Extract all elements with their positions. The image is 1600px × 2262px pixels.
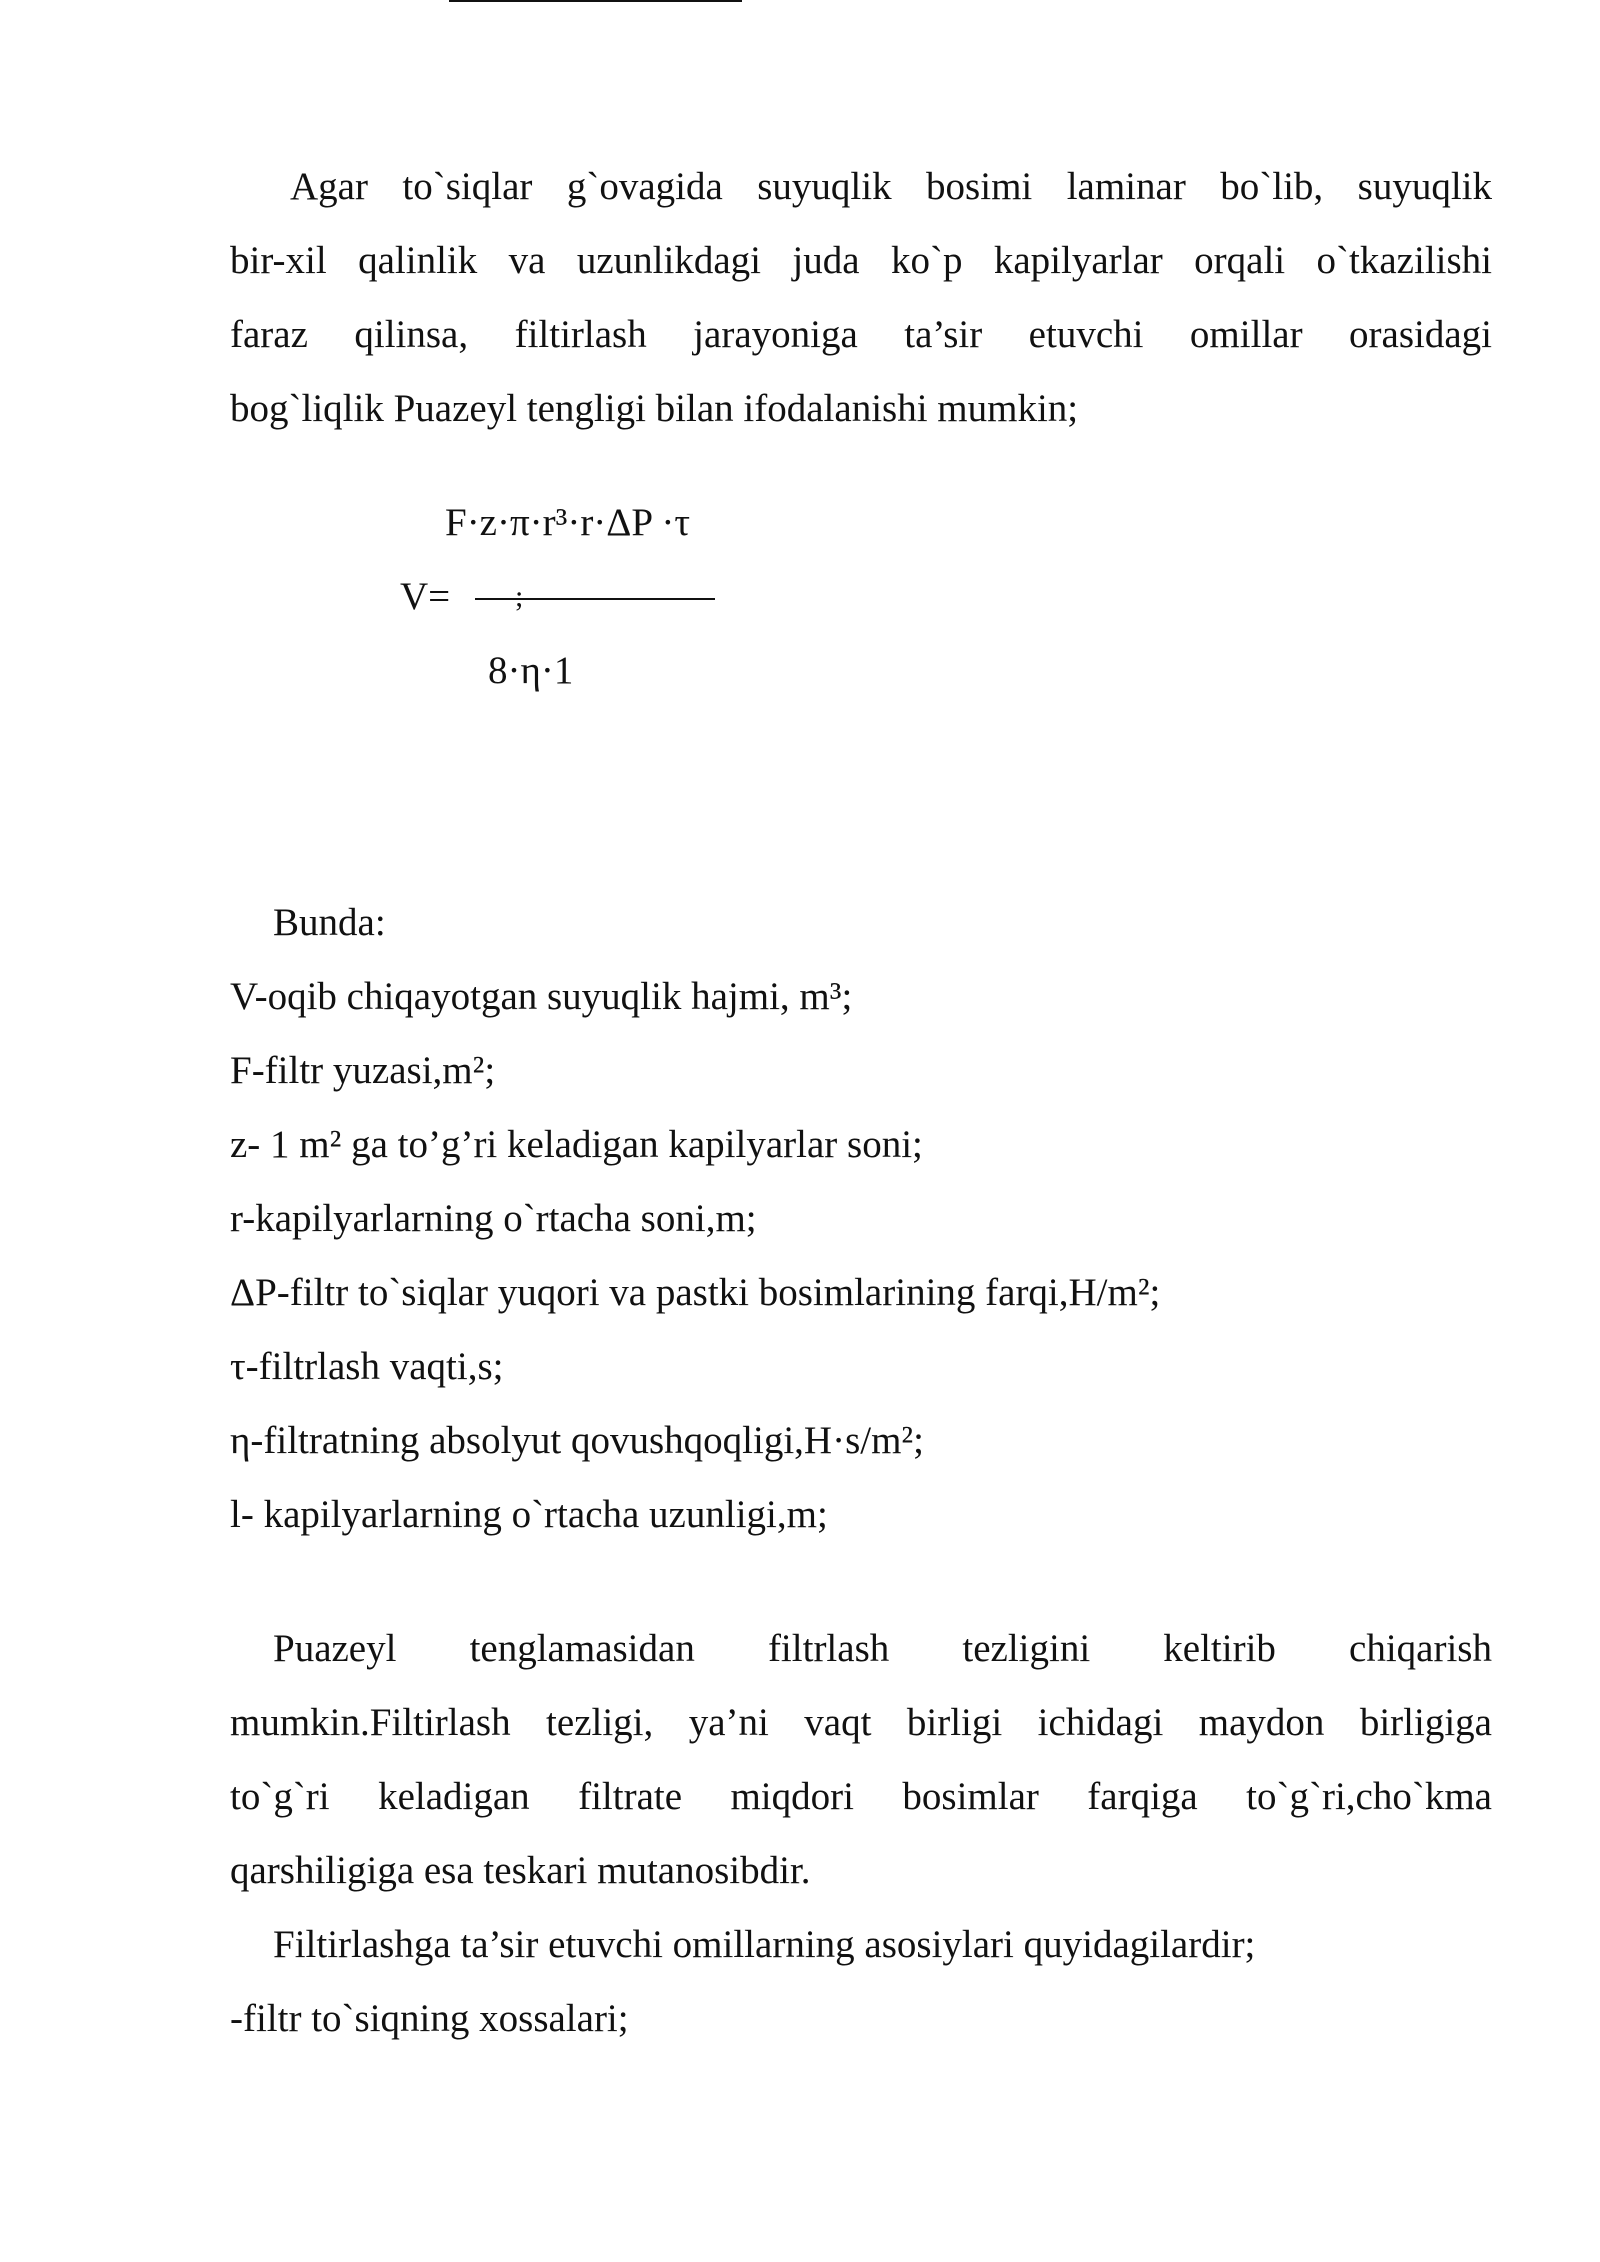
paragraph-line: bog`liqlik Puazeyl tengligi bilan ifodalanishi mumkin;	[230, 387, 1079, 430]
spacer	[230, 796, 1492, 886]
spacer	[230, 1552, 1492, 1612]
formula-semicolon: ;	[515, 580, 524, 613]
paragraph-line: Puazeyl tenglamasidan filtrlash tezligini keltirib chiqarish	[273, 1627, 1492, 1670]
list-item: -filtr to`siqning xossalari;	[230, 1997, 629, 2040]
legend-item: r-kapilyarlarning o`rtacha soni,m;	[230, 1197, 757, 1240]
legend-item: η-filtratning absolyut qovushqoqligi,H·s/m²;	[230, 1419, 924, 1462]
formula-denominator: 8·η·1	[488, 649, 574, 692]
fraction-bar	[475, 598, 715, 600]
paragraph-line: bir-xil qalinlik va uzunlikdagi juda ko`p kapilyarlar orqali o`tkazilishi	[230, 239, 1492, 282]
paragraph-factors: Filtirlashga ta’sir etuvchi omillarning asosiylari quyidagilardir;	[273, 1923, 1256, 1966]
legend-item: F-filtr yuzasi,m²;	[230, 1049, 496, 1092]
document-page	[230, 150, 1492, 2056]
formula-numerator: F·z·π·r³·r·ΔP ·τ	[445, 501, 691, 544]
paragraph-line: Agar to`siqlar g`ovagida suyuqlik bosimi laminar bo`lib, suyuqlik	[290, 165, 1492, 208]
paragraph-line: mumkin.Filtirlash tezligi, ya’ni vaqt birligi ichidagi maydon birligiga	[230, 1701, 1492, 1744]
legend-item: l- kapilyarlarning o`rtacha uzunligi,m;	[230, 1493, 828, 1536]
top-rule	[449, 0, 742, 2]
legend-item: V-oqib chiqayotgan suyuqlik hajmi, m³;	[230, 975, 853, 1018]
variable-legend	[230, 886, 1492, 1552]
factor-list	[230, 1982, 1492, 2056]
poiseuille-formula	[230, 486, 1492, 796]
paragraph-line: qarshiligiga esa teskari mutanosibdir.	[230, 1849, 811, 1892]
formula-lhs: V=	[400, 575, 451, 618]
paragraph-intro	[230, 150, 1492, 446]
legend-item: τ-filtrlash vaqti,s;	[230, 1345, 504, 1388]
legend-item: ΔP-filtr to`siqlar yuqori va pastki bosimlarining farqi,H/m²;	[230, 1271, 1161, 1314]
legend-item: z- 1 m² ga to’g’ri keladigan kapilyarlar soni;	[230, 1123, 923, 1166]
legend-heading: Bunda:	[273, 901, 386, 944]
paragraph-line: to`g`ri keladigan filtrate miqdori bosimlar farqiga to`g`ri,cho`kma	[230, 1775, 1492, 1818]
paragraph-line: faraz qilinsa, filtirlash jarayoniga ta’sir etuvchi omillar orasidagi	[230, 313, 1492, 356]
paragraph-velocity	[230, 1612, 1492, 1908]
